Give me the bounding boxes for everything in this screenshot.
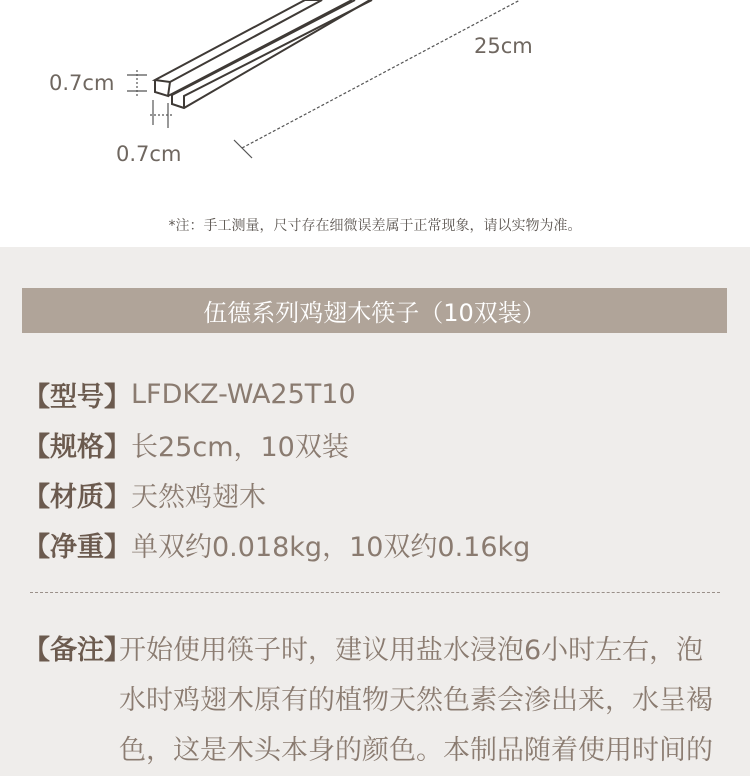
spec-value: LFDKZ-WA25T10 bbox=[131, 378, 356, 410]
spec-value: 单双约0.018kg，10双约0.16kg bbox=[131, 531, 531, 563]
remark-text bbox=[119, 626, 738, 776]
width-label: 0.7cm bbox=[116, 142, 182, 166]
spec-key: 【材质】 bbox=[23, 481, 131, 513]
dashed-divider bbox=[30, 592, 720, 593]
height-label: 0.7cm bbox=[49, 71, 115, 95]
remark-line: 水时鸡翅木原有的植物天然色素会渗出来，水呈褐 bbox=[119, 685, 713, 716]
remark-line: 色，这是木头本身的颜色。本制品随着使用时间的 bbox=[119, 735, 713, 766]
spec-key: 【型号】 bbox=[23, 381, 131, 413]
dimension-panel bbox=[0, 0, 750, 247]
remark-section bbox=[23, 626, 738, 776]
remark-line: 开始使用筷子时，建议用盐水浸泡6小时左右，泡 bbox=[119, 635, 704, 666]
spec-value: 长25cm，10双装 bbox=[131, 431, 349, 463]
product-title: 伍德系列鸡翅木筷子（10双装） bbox=[203, 299, 546, 327]
length-label: 25cm bbox=[474, 34, 533, 58]
spec-row-size bbox=[23, 424, 349, 464]
chopsticks-dimension-diagram bbox=[0, 0, 750, 200]
remark-key: 【备注】 bbox=[23, 635, 131, 666]
height-dimension-marks bbox=[127, 70, 147, 96]
measurement-note: *注：手工测量，尺寸存在细微误差属于正常现象，请以实物为准。 bbox=[168, 218, 582, 234]
spec-key: 【规格】 bbox=[23, 431, 131, 463]
spec-row-weight bbox=[23, 524, 530, 564]
chopstick-illustration bbox=[155, 0, 372, 108]
product-title-bar bbox=[22, 288, 727, 333]
width-dimension-marks bbox=[150, 100, 172, 128]
spec-value: 天然鸡翅木 bbox=[131, 481, 266, 513]
spec-key: 【净重】 bbox=[23, 531, 131, 563]
spec-row-model bbox=[23, 374, 356, 414]
spec-row-material bbox=[23, 474, 266, 514]
